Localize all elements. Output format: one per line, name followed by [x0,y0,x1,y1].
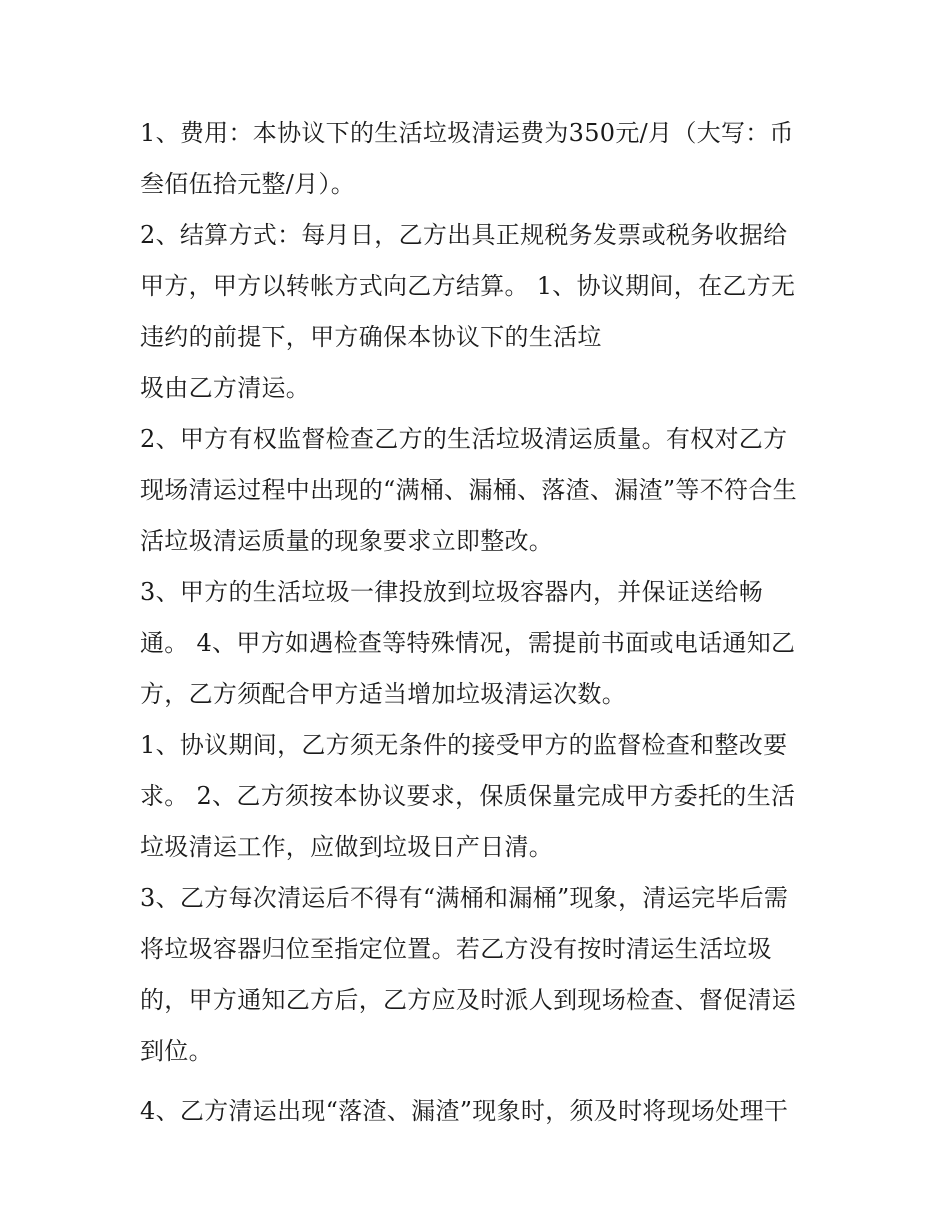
text-line: 圾由乙方清运。 [140,374,311,402]
text-line: 通。 4、甲方如遇检查等特殊情况，需提前书面或电话通知乙 [140,629,796,657]
text-line: 违约的前提下，甲方确保本协议下的生活垃 [140,323,602,351]
text-line: 垃圾清运工作，应做到垃圾日产日清。 [140,833,554,861]
text-line: 甲方，甲方以转帐方式向乙方结算。 1、协议期间，在乙方无 [140,272,796,300]
text-line: 方，乙方须配合甲方适当增加垃圾清运次数。 [140,680,626,708]
text-line: 求。 2、乙方须按本协议要求，保质保量完成甲方委托的生活 [140,782,796,810]
text-line: 叁佰伍拾元整/月）。 [140,170,356,198]
text-line: 1、费用：本协议下的生活垃圾清运费为350元/月（大写：币 [140,119,794,147]
text-line: 2、结算方式：每月日，乙方出具正规税务发票或税务收据给 [140,221,788,249]
text-line: 现场清运过程中出现的“满桶、漏桶、落渣、漏渣”等不符合生 [140,476,797,504]
text-line: 到位。 [140,1037,213,1065]
text-line: 2、甲方有权监督检查乙方的生活垃圾清运质量。有权对乙方 [140,425,788,453]
text-line: 3、乙方每次清运后不得有“满桶和漏桶”现象，清运完毕后需 [140,884,789,912]
text-line: 的，甲方通知乙方后，乙方应及时派人到现场检查、督促清运 [140,986,797,1014]
text-line: 4、乙方清运出现“落渣、漏渣”现象时，须及时将现场处理干 [140,1097,789,1125]
text-line: 1、协议期间，乙方须无条件的接受甲方的监督检查和整改要 [140,731,788,759]
text-line: 将垃圾容器归位至指定位置。若乙方没有按时清运生活垃圾 [140,935,772,963]
text-line: 3、甲方的生活垃圾一律投放到垃圾容器内，并保证送给畅 [140,578,764,606]
text-line: 活垃圾清运质量的现象要求立即整改。 [140,527,554,555]
document-body [140,108,820,1137]
